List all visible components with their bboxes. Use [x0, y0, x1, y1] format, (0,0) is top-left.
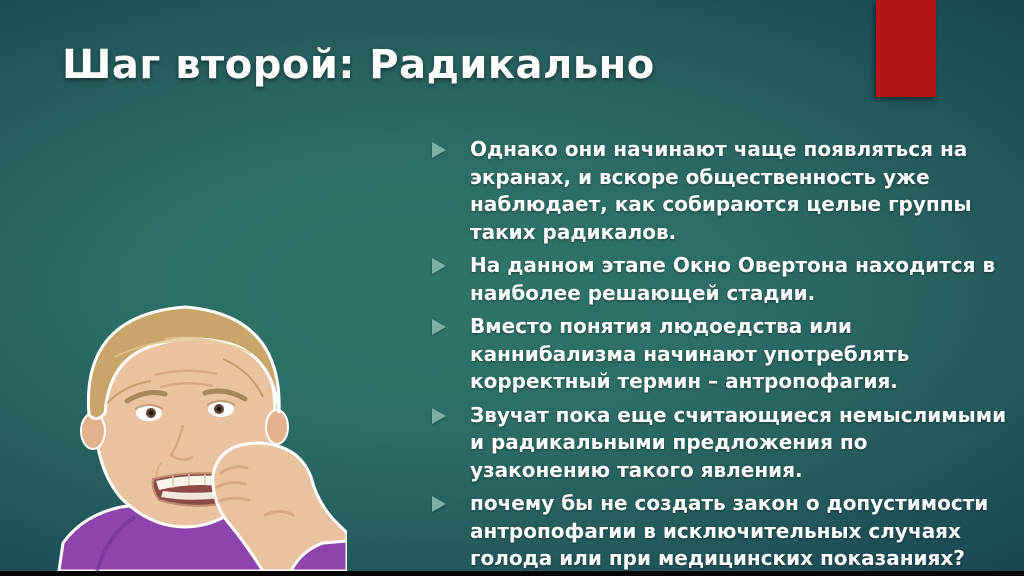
bullet-text: почему бы не создать закон о допустимости антропофагии в исключительных случаях голода или при медицинских показаниях?: [470, 491, 989, 570]
bottom-black-bar: [0, 571, 1024, 576]
bullet-triangle-icon: [432, 490, 470, 512]
worried-boy-photo: [55, 293, 347, 571]
bullet-text: Вместо понятия людоедства или каннибализма начинают употреблять корректный термин – антропофагия.: [470, 314, 910, 393]
bullet-text: На данном этапе Окно Овертона находится в наиболее решающей стадии.: [470, 253, 996, 305]
bullet-item: [432, 402, 1012, 485]
bullet-text: Звучат пока еще считающиеся немыслимыми и радикальными предложения по узаконению такого явления.: [470, 402, 1007, 482]
bullet-item: [432, 490, 1012, 573]
bullet-item: [432, 136, 1012, 246]
bullet-item: [432, 313, 1012, 396]
bullet-text: Однако они начинают чаще появляться на экранах, и вскоре общественность уже наблюдает, как собираются целые группы таких радикалов.: [470, 137, 972, 244]
bullet-triangle-icon: [432, 313, 470, 335]
bullet-triangle-icon: [432, 402, 470, 424]
bullet-list: [432, 136, 1012, 576]
bullet-item: [432, 252, 1012, 307]
slide-title: Шаг второй: Радикально: [62, 42, 655, 88]
bullet-triangle-icon: [432, 252, 470, 274]
bullet-triangle-icon: [432, 136, 470, 158]
accent-rectangle: [876, 0, 936, 97]
